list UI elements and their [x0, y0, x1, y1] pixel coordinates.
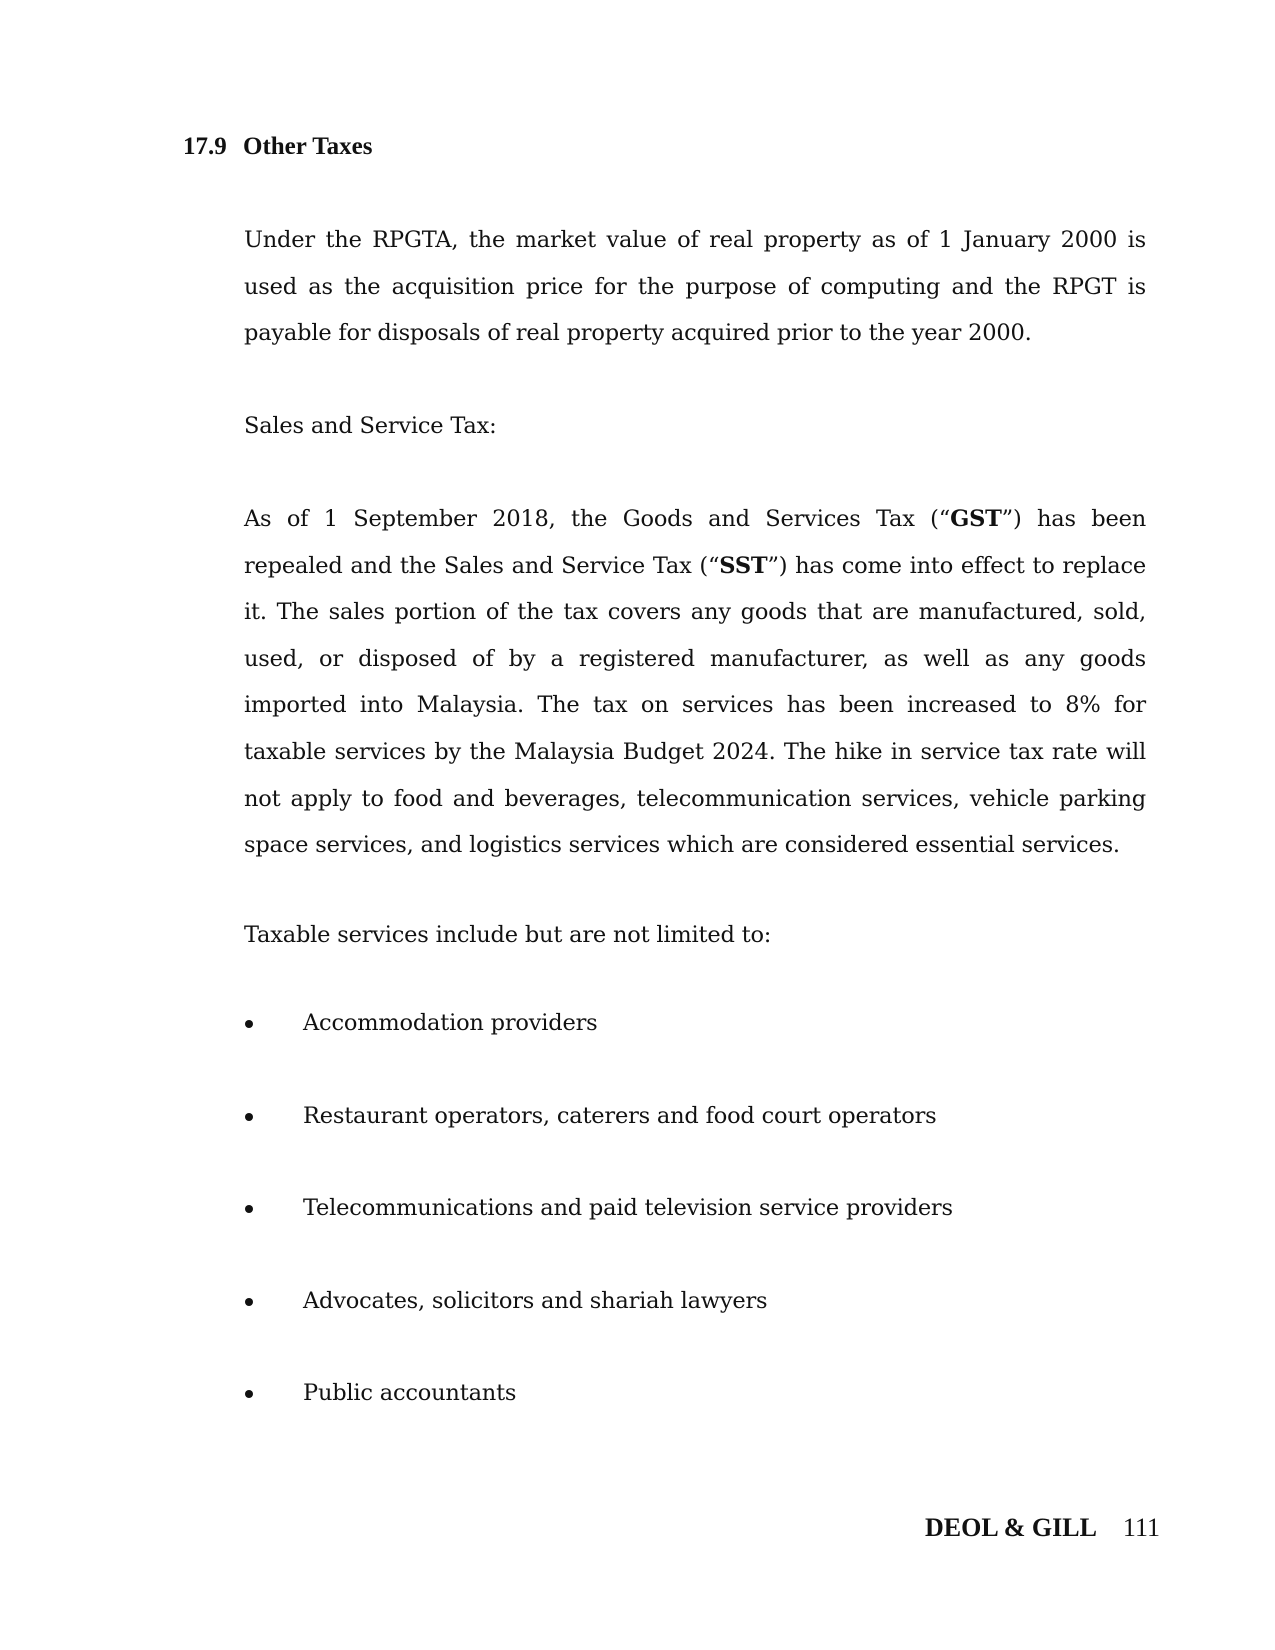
- sst-text-part3: ”) has come into effect to replace it. The sales portion of the tax covers any goods that are manufactured, sold, used, or disposed of by a registered manufacturer, as well as any goods imported into Malaysia. The tax on services has been increased to 8% for taxable services by the Malaysia Budget 2024. The hike in service tax rate will not apply to food and beverages, telecommunication services, vehicle parking space services, and logistics services which are considered essential services.: [244, 552, 1147, 859]
- taxable-services-intro: Taxable services include but are not limited to:: [244, 922, 772, 948]
- list-item-text: Telecommunications and paid television service providers: [303, 1195, 953, 1221]
- rpgt-paragraph: Under the RPGTA, the market value of real property as of 1 January 2000 is used as the acquisition price for the purpose of computing and the RPGT is payable for disposals of real property acquired prior to the year 2000.: [244, 227, 1146, 346]
- list-item-text: Accommodation providers: [303, 1010, 598, 1036]
- list-item: [244, 1093, 1146, 1186]
- list-item: [244, 1278, 1146, 1371]
- firm-name: DEOL & GILL: [924, 1513, 1097, 1542]
- list-item-text: Restaurant operators, caterers and food court operators: [303, 1102, 937, 1129]
- section-heading: [183, 131, 372, 163]
- page-footer: [925, 1512, 1160, 1544]
- sst-text-part1: As of 1 September 2018, the Goods and Services Tax (“: [244, 506, 951, 532]
- list-item: [244, 1000, 1146, 1093]
- bullet-icon: [245, 1298, 253, 1306]
- section-number: 17.9: [183, 133, 227, 160]
- list-item: [244, 1370, 1146, 1463]
- sst-paragraph: [244, 496, 1146, 869]
- list-item-text: Public accountants: [303, 1380, 517, 1406]
- sst-subheading: Sales and Service Tax:: [244, 413, 497, 439]
- bullet-icon: [245, 1020, 253, 1028]
- taxable-services-list: [244, 1000, 1146, 1463]
- list-item: [244, 1185, 1146, 1278]
- sst-abbreviation: SST: [719, 552, 768, 579]
- gst-abbreviation: GST: [950, 506, 1002, 532]
- page-number: 111: [1122, 1513, 1160, 1542]
- bullet-icon: [245, 1390, 253, 1398]
- bullet-icon: [245, 1205, 253, 1213]
- bullet-icon: [245, 1113, 253, 1121]
- sst-text-part2: ”) has been repealed and the Sales and Service Tax (“: [244, 506, 1146, 579]
- section-title: Other Taxes: [243, 133, 373, 160]
- list-item-text: Advocates, solicitors and shariah lawyers: [303, 1287, 768, 1314]
